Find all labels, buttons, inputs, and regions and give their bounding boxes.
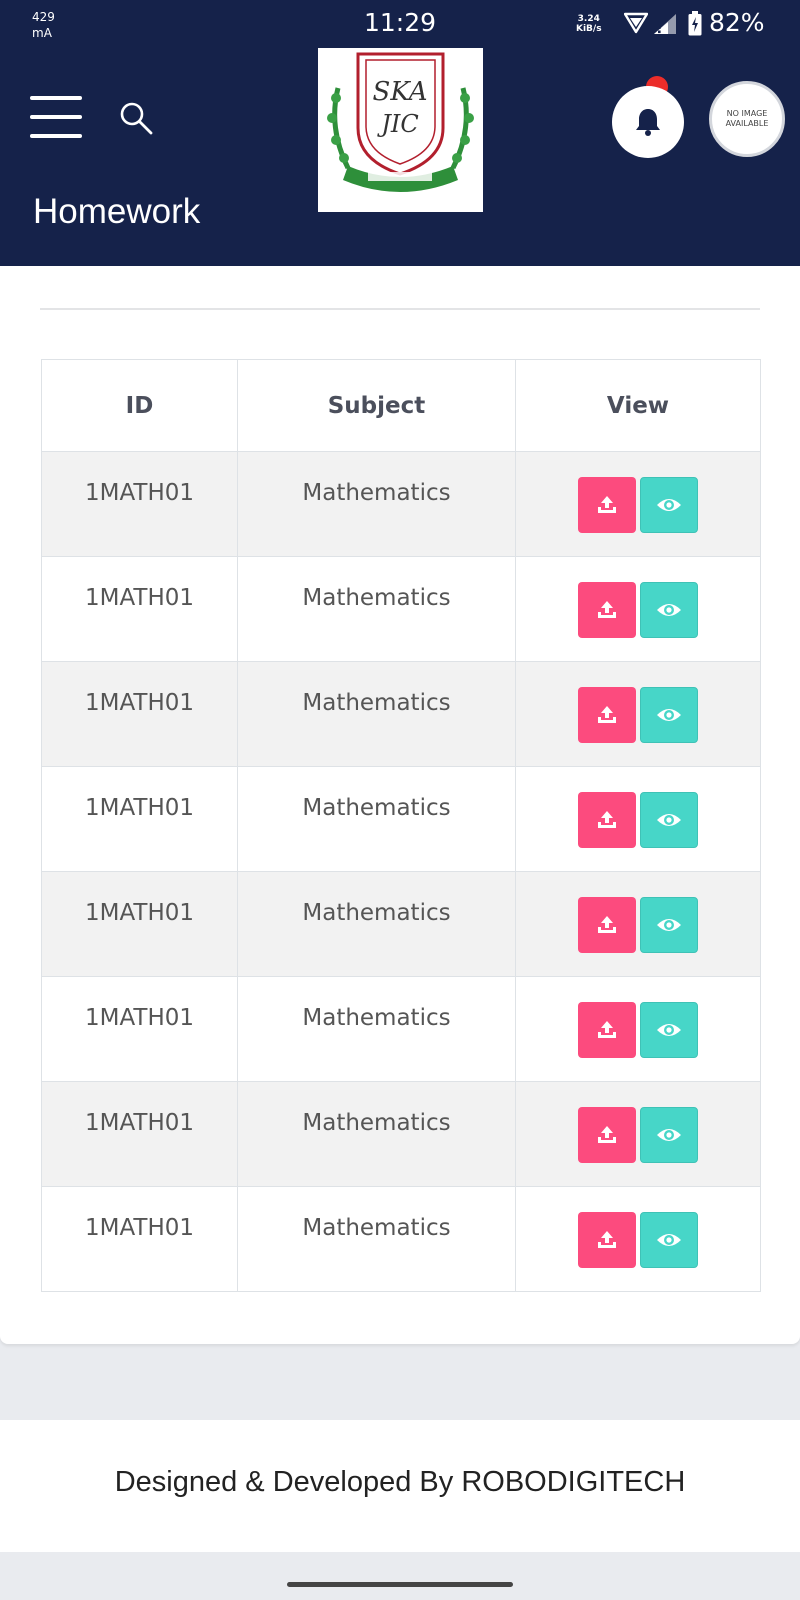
school-crest-icon [318,48,483,212]
eye-icon [656,496,682,514]
table-row [42,1187,761,1292]
status-bar [0,0,800,48]
upload-icon [596,704,618,726]
avatar[interactable] [709,81,785,157]
eye-icon [656,1231,682,1249]
cell-id: 1MATH01 [42,452,238,557]
eye-icon [656,1126,682,1144]
view-button[interactable] [640,1107,698,1163]
column-header-view: View [516,360,761,452]
view-button[interactable] [640,1212,698,1268]
cell-actions [516,977,761,1082]
upload-icon [596,914,618,936]
net-speed [576,14,602,34]
column-header-subject: Subject [238,360,516,452]
homework-table [41,359,761,1292]
upload-button[interactable] [578,897,636,953]
net-speed-value: 3.24 [577,14,600,24]
wifi-icon [624,12,648,34]
upload-button[interactable] [578,687,636,743]
cell-subject: Mathematics [238,662,516,767]
clock: 11:29 [363,8,437,37]
table-row [42,662,761,767]
table-row [42,977,761,1082]
cell-subject: Mathematics [238,1082,516,1187]
eye-icon [656,601,682,619]
svg-text:SKA: SKA [372,77,428,107]
bell-icon [634,107,662,137]
avatar-placeholder-text: NO IMAGE AVAILABLE [725,109,769,128]
upload-icon [596,1229,618,1251]
cell-id: 1MATH01 [42,872,238,977]
upload-button[interactable] [578,477,636,533]
cell-subject: Mathematics [238,977,516,1082]
cell-id: 1MATH01 [42,977,238,1082]
table-row [42,452,761,557]
cell-actions [516,557,761,662]
cell-actions [516,662,761,767]
notifications-button[interactable] [612,86,684,158]
table-row [42,557,761,662]
upload-button[interactable] [578,1002,636,1058]
cell-id: 1MATH01 [42,662,238,767]
eye-icon [656,811,682,829]
homework-card [0,266,800,1344]
battery-icon [688,11,702,36]
eye-icon [656,916,682,934]
cell-actions [516,452,761,557]
menu-icon[interactable] [30,96,82,138]
card-divider [40,308,760,310]
table-row [42,767,761,872]
cell-subject: Mathematics [238,557,516,662]
app-header [0,48,800,266]
page-title: Homework [33,192,201,231]
footer-credit: Designed & Developed By ROBODIGITECH [114,1466,686,1498]
signal-icon [652,12,678,36]
view-button[interactable] [640,687,698,743]
current-value: 429 [32,10,55,24]
view-button[interactable] [640,582,698,638]
upload-button[interactable] [578,1212,636,1268]
upload-icon [596,809,618,831]
current-unit: mA [32,26,52,40]
gesture-nav-handle[interactable] [287,1582,513,1587]
cell-subject: Mathematics [238,872,516,977]
upload-button[interactable] [578,792,636,848]
cell-actions [516,872,761,977]
cell-actions [516,1187,761,1292]
table-header-row [42,360,761,452]
upload-button[interactable] [578,1107,636,1163]
cell-subject: Mathematics [238,452,516,557]
cell-id: 1MATH01 [42,1082,238,1187]
battery-percent: 82% [709,8,765,37]
net-speed-unit: KiB/s [576,24,602,34]
school-logo [318,48,483,212]
view-button[interactable] [640,897,698,953]
cell-id: 1MATH01 [42,1187,238,1292]
footer [0,1420,800,1552]
upload-button[interactable] [578,582,636,638]
search-icon[interactable] [118,100,154,136]
upload-icon [596,1019,618,1041]
table-row [42,1082,761,1187]
cell-id: 1MATH01 [42,767,238,872]
eye-icon [656,1021,682,1039]
table-row [42,872,761,977]
upload-icon [596,599,618,621]
upload-icon [596,494,618,516]
cell-id: 1MATH01 [42,557,238,662]
view-button[interactable] [640,477,698,533]
eye-icon [656,706,682,724]
cell-subject: Mathematics [238,767,516,872]
upload-icon [596,1124,618,1146]
column-header-id: ID [42,360,238,452]
view-button[interactable] [640,792,698,848]
cell-actions [516,1082,761,1187]
svg-text:JIC: JIC [381,110,419,138]
cell-subject: Mathematics [238,1187,516,1292]
view-button[interactable] [640,1002,698,1058]
cell-actions [516,767,761,872]
